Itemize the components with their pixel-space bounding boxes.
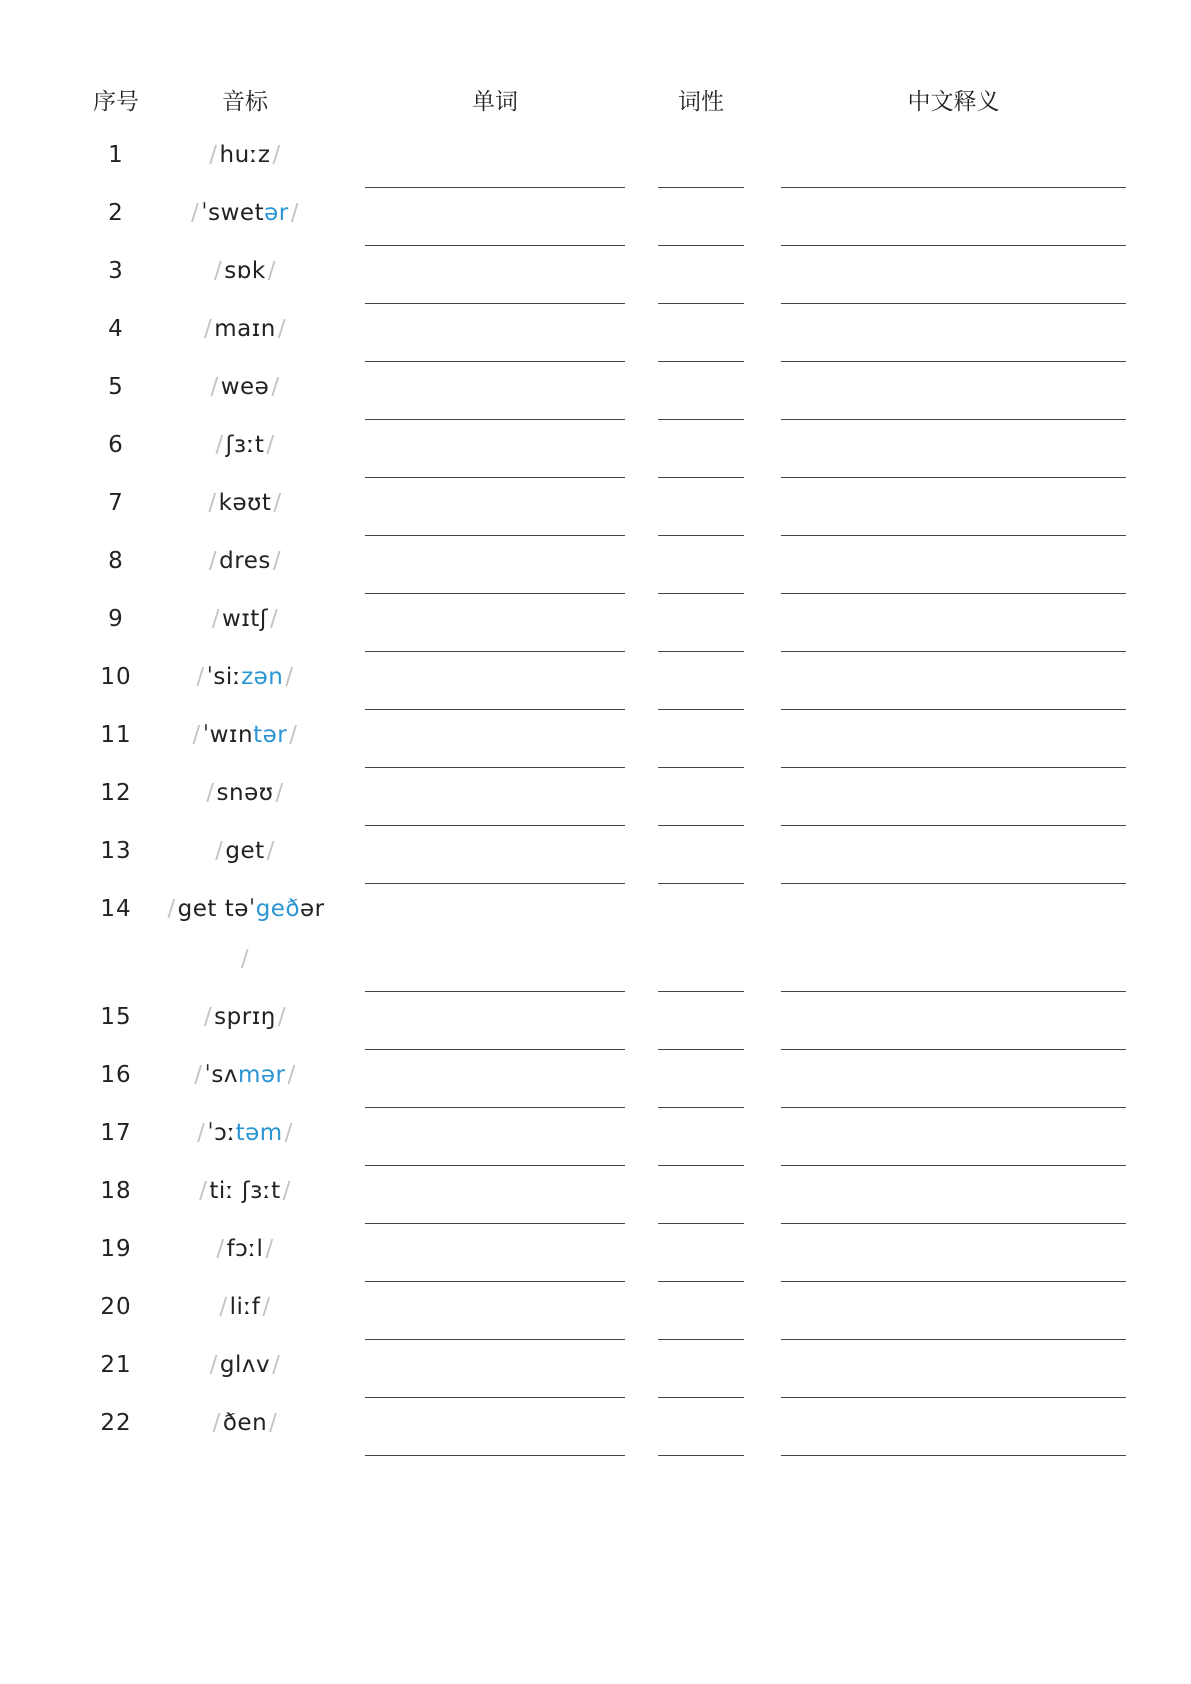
table-row bbox=[0, 826, 1191, 884]
slash-mark: / bbox=[191, 200, 200, 226]
header-part-of-speech: 词性 bbox=[678, 89, 724, 115]
table-row bbox=[0, 652, 1191, 710]
row-number: 21 bbox=[100, 1352, 132, 1378]
slash-mark: / bbox=[206, 780, 215, 806]
table-row bbox=[0, 992, 1191, 1050]
header-word: 单词 bbox=[472, 89, 518, 115]
phonetic-text: weə bbox=[220, 374, 270, 400]
phonetic-transcription bbox=[165, 720, 325, 750]
slash-mark: / bbox=[266, 838, 275, 864]
phonetic-transcription bbox=[165, 1234, 325, 1264]
phonetic-text: dres bbox=[219, 548, 271, 574]
row-number: 7 bbox=[108, 490, 124, 516]
slash-mark: / bbox=[287, 1062, 296, 1088]
header-chinese-meaning: 中文释义 bbox=[907, 89, 1000, 115]
row-number: 6 bbox=[108, 432, 124, 458]
slash-mark: / bbox=[208, 490, 217, 516]
phonetic-transcription bbox=[165, 778, 325, 808]
slash-mark: / bbox=[285, 664, 294, 690]
phonetic-transcription bbox=[165, 256, 325, 286]
slash-mark: / bbox=[282, 1178, 291, 1204]
slash-mark: / bbox=[167, 896, 176, 922]
table-row bbox=[0, 130, 1191, 188]
row-number: 5 bbox=[108, 374, 124, 400]
slash-mark: / bbox=[289, 722, 298, 748]
slash-mark: / bbox=[272, 1352, 281, 1378]
slash-mark: / bbox=[214, 258, 223, 284]
table-row bbox=[0, 1282, 1191, 1340]
phonetic-text: ðen bbox=[222, 1410, 268, 1436]
slash-mark: / bbox=[272, 142, 281, 168]
row-number: 3 bbox=[108, 258, 124, 284]
slash-mark: / bbox=[194, 1062, 203, 1088]
phonetic-text: tiː ʃɜːt bbox=[209, 1178, 281, 1204]
slash-mark: / bbox=[270, 606, 279, 632]
slash-mark: / bbox=[267, 258, 276, 284]
phonetic-transcription bbox=[165, 884, 325, 984]
phonetic-text: sɒk bbox=[224, 258, 266, 284]
phonetic-transcription bbox=[165, 1350, 325, 1380]
phonetic-transcription bbox=[165, 430, 325, 460]
slash-mark: / bbox=[208, 548, 218, 574]
table-row bbox=[0, 1166, 1191, 1224]
slash-mark: / bbox=[275, 780, 284, 806]
phonetic-transcription bbox=[165, 1292, 325, 1322]
slash-mark: / bbox=[197, 1120, 206, 1146]
phonetic-text: snəʊ bbox=[216, 780, 274, 806]
phonetic-highlight: ər bbox=[264, 200, 289, 226]
slash-mark: / bbox=[192, 722, 201, 748]
table-row bbox=[0, 1398, 1191, 1456]
row-number: 14 bbox=[100, 896, 132, 922]
slash-mark: / bbox=[273, 490, 282, 516]
phonetic-text: ər bbox=[300, 896, 325, 922]
phonetic-transcription bbox=[165, 1002, 325, 1032]
phonetic-transcription bbox=[165, 488, 325, 518]
phonetic-text: get təˈ bbox=[177, 896, 256, 922]
phonetic-text: glʌv bbox=[219, 1352, 271, 1378]
phonetic-transcription bbox=[165, 546, 325, 576]
slash-mark: / bbox=[196, 664, 205, 690]
phonetic-text: fɔːl bbox=[226, 1236, 264, 1262]
phonetic-transcription bbox=[165, 1176, 325, 1206]
slash-mark: / bbox=[211, 606, 220, 632]
table-row bbox=[0, 246, 1191, 304]
phonetic-text: ˈsiː bbox=[206, 664, 242, 690]
row-number: 1 bbox=[108, 142, 124, 168]
table-row bbox=[0, 1340, 1191, 1398]
slash-mark: / bbox=[215, 432, 224, 458]
slash-mark: / bbox=[212, 1410, 221, 1436]
row-number: 4 bbox=[108, 316, 124, 342]
row-number: 18 bbox=[100, 1178, 132, 1204]
table-header bbox=[0, 84, 1191, 120]
row-number: 15 bbox=[100, 1004, 132, 1030]
row-number: 16 bbox=[100, 1062, 132, 1088]
phonetic-transcription bbox=[165, 1408, 325, 1438]
row-number: 12 bbox=[100, 780, 132, 806]
slash-mark: / bbox=[216, 1236, 225, 1262]
phonetic-highlight: mər bbox=[237, 1062, 286, 1088]
phonetic-transcription bbox=[165, 372, 325, 402]
slash-mark: / bbox=[277, 1004, 287, 1030]
slash-mark: / bbox=[265, 1236, 274, 1262]
vocabulary-rows bbox=[0, 130, 1191, 1456]
meaning-answer-line[interactable] bbox=[781, 1455, 1126, 1456]
phonetic-highlight: təm bbox=[235, 1120, 283, 1146]
table-row bbox=[0, 594, 1191, 652]
table-row bbox=[0, 304, 1191, 362]
phonetic-text: ˈɔː bbox=[207, 1120, 236, 1146]
phonetic-transcription bbox=[165, 836, 325, 866]
row-number: 20 bbox=[100, 1294, 132, 1320]
phonetic-text: ʃɜːt bbox=[225, 432, 265, 458]
slash-mark: / bbox=[240, 946, 250, 972]
phonetic-text: ˈswet bbox=[201, 200, 265, 226]
row-number: 2 bbox=[108, 200, 124, 226]
phonetic-text: wɪtʃ bbox=[221, 606, 269, 632]
table-row bbox=[0, 1224, 1191, 1282]
slash-mark: / bbox=[269, 1410, 278, 1436]
phonetic-highlight: zən bbox=[241, 664, 284, 690]
table-row bbox=[0, 884, 1191, 992]
slash-mark: / bbox=[290, 200, 299, 226]
table-row bbox=[0, 710, 1191, 768]
slash-mark: / bbox=[271, 374, 280, 400]
slash-mark: / bbox=[219, 1294, 228, 1320]
table-row bbox=[0, 536, 1191, 594]
slash-mark: / bbox=[199, 1178, 208, 1204]
phonetic-text: ˈwɪn bbox=[202, 722, 254, 748]
phonetic-text: huːz bbox=[219, 142, 271, 168]
phonetic-highlight: tər bbox=[253, 722, 288, 748]
slash-mark: / bbox=[209, 142, 218, 168]
slash-mark: / bbox=[266, 432, 275, 458]
slash-mark: / bbox=[203, 1004, 213, 1030]
slash-mark: / bbox=[215, 838, 224, 864]
phonetic-transcription bbox=[165, 1060, 325, 1090]
phonetic-transcription bbox=[165, 604, 325, 634]
slash-mark: / bbox=[272, 548, 282, 574]
slash-mark: / bbox=[262, 1294, 271, 1320]
slash-mark: / bbox=[210, 374, 219, 400]
table-row bbox=[0, 478, 1191, 536]
slash-mark: / bbox=[284, 1120, 293, 1146]
table-row bbox=[0, 1050, 1191, 1108]
phonetic-transcription bbox=[165, 314, 325, 344]
phonetic-text: get bbox=[225, 838, 265, 864]
phonetic-text: ˈsʌ bbox=[204, 1062, 238, 1088]
header-phonetic: 音标 bbox=[222, 89, 268, 115]
header-number: 序号 bbox=[93, 89, 139, 115]
slash-mark: / bbox=[277, 316, 287, 342]
table-row bbox=[0, 1108, 1191, 1166]
table-row bbox=[0, 362, 1191, 420]
row-number: 17 bbox=[100, 1120, 132, 1146]
row-number: 13 bbox=[100, 838, 132, 864]
phonetic-text: kəʊt bbox=[218, 490, 272, 516]
slash-mark: / bbox=[203, 316, 213, 342]
table-row bbox=[0, 188, 1191, 246]
row-number: 8 bbox=[108, 548, 124, 574]
phonetic-transcription bbox=[165, 140, 325, 170]
phonetic-transcription bbox=[165, 198, 325, 228]
row-number: 10 bbox=[100, 664, 132, 690]
slash-mark: / bbox=[209, 1352, 218, 1378]
word-answer-line[interactable] bbox=[365, 1455, 625, 1456]
row-number: 11 bbox=[100, 722, 132, 748]
table-row bbox=[0, 768, 1191, 826]
phonetic-text: sprɪŋ bbox=[214, 1004, 276, 1030]
phonetic-text: liːf bbox=[229, 1294, 261, 1320]
phonetic-transcription bbox=[165, 662, 325, 692]
phonetic-text: maɪn bbox=[214, 316, 276, 342]
row-number: 22 bbox=[100, 1410, 132, 1436]
phonetic-transcription bbox=[165, 1118, 325, 1148]
row-number: 9 bbox=[108, 606, 124, 632]
row-number: 19 bbox=[100, 1236, 132, 1262]
phonetic-highlight: geð bbox=[255, 896, 301, 922]
table-row bbox=[0, 420, 1191, 478]
part-of-speech-answer-line[interactable] bbox=[658, 1455, 744, 1456]
